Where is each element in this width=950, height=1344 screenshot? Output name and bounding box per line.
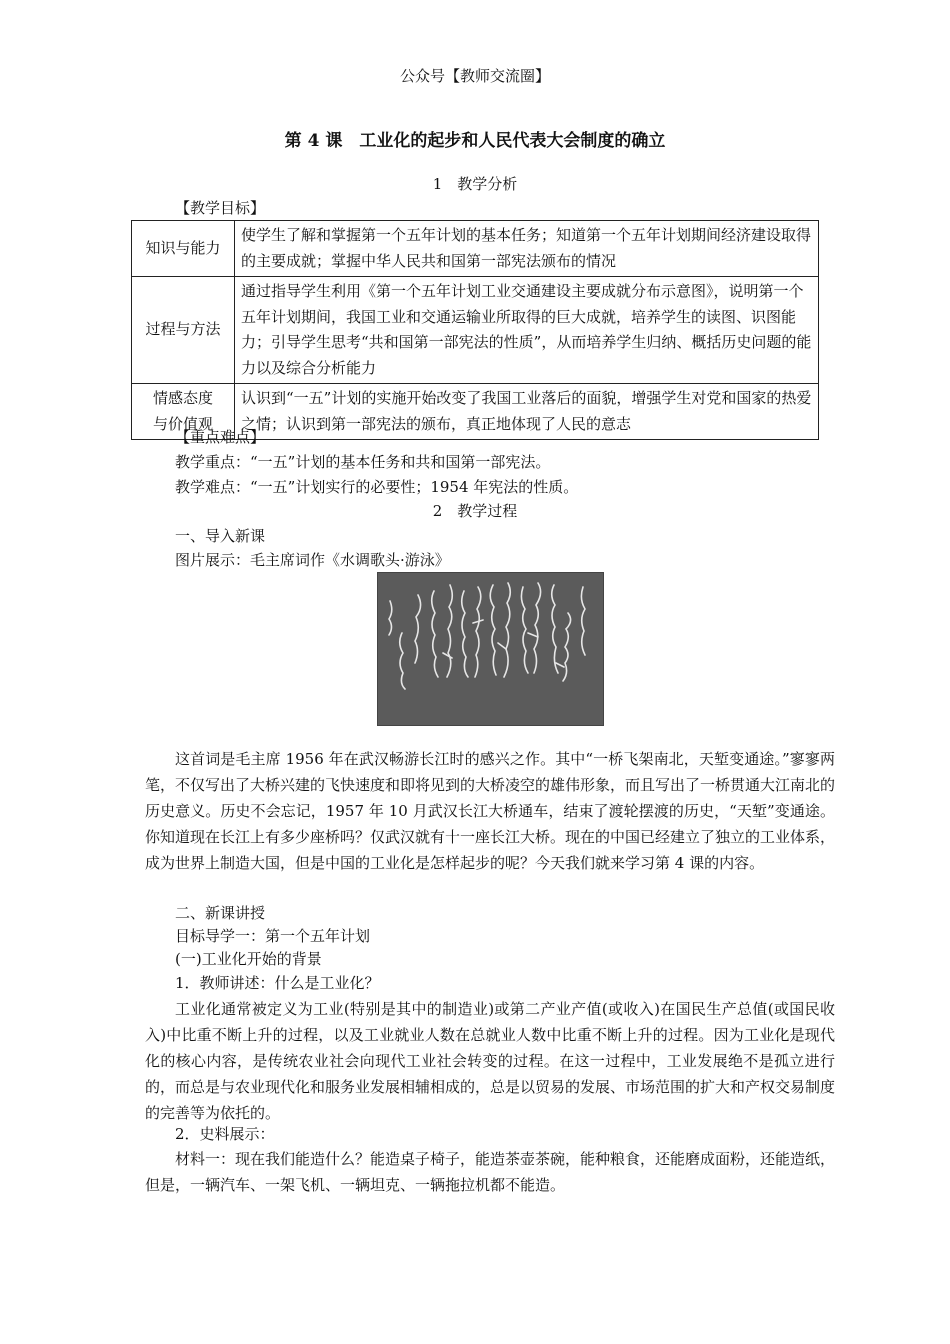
- goal-content: 使学生了解和掌握第一个五年计划的基本任务；知道第一个五年计划期间经济建设取得的主要成就；掌握中华人民共和国第一部宪法颁布的情况: [235, 221, 819, 277]
- intro-text: 这首词是毛主席 1956 年在武汉畅游长江时的感兴之作。其中“一桥飞架南北，天堑变通途。”寥寥两笔，不仅写出了大桥兴建的飞快速度和即将见到的大桥凌空的雄伟形象，而且写出了一桥贯通大江南北的历史意义。历史不会忘记，1957 年 10 月武汉长江大桥通车，结束了渡轮摆渡的历史，“天堑”变通途。你知道现在长江上有多少座桥吗？仅武汉就有十一座长江大桥。现在的中国已经建立了独立的工业体系，成为世界上制造大国，但是中国的工业化是怎样起步的呢？今天我们就来学习第 4 课的内容。: [145, 750, 836, 872]
- section-analysis-heading: 1 教学分析: [432, 175, 518, 193]
- goal-label-line: 情感态度: [152, 389, 213, 407]
- lesson-title: 第 4 课 工业化的起步和人民代表大会制度的确立: [284, 131, 666, 151]
- teacher-narration-item: 1．教师讲述：什么是工业化？: [175, 974, 380, 992]
- page-header: 公众号【教师交流圈】: [399, 67, 550, 85]
- material-one-text: 材料一：现在我们能造什么？能造桌子椅子，能造茶壶茶碗，能种粮食，还能磨成面粉，还能造纸，但是，一辆汽车、一架飞机、一辆坦克、一辆拖拉机都不能造。: [145, 1150, 836, 1194]
- goal-label: 过程与方法: [132, 277, 235, 384]
- table-row: [132, 277, 819, 384]
- teaching-goals-table: [131, 220, 819, 440]
- key-point: 教学重点：“一五”计划的基本任务和共和国第一部宪法。: [175, 453, 551, 471]
- goal-content: 认识到“一五”计划的实施开始改变了我国工业落后的面貌，增强学生对党和国家的热爱之情；认识到第一部宪法的颁布，真正地体现了人民的意志: [235, 384, 819, 440]
- goal-label-line: 与价值观: [152, 414, 213, 433]
- subsection-background: (一)工业化开始的背景: [175, 950, 322, 968]
- section-process-heading: 2 教学过程: [432, 502, 518, 520]
- image-caption: 图片展示：毛主席词作《水调歌头·游泳》: [175, 551, 450, 569]
- intro-paragraph: [145, 746, 835, 876]
- industrialization-text: 工业化通常被定义为工业(特别是其中的制造业)或第二产业产值(或收入)在国民生产总值(或国民收入)中比重不断上升的过程，以及工业就业人数在总就业人数中比重不断上升的过程。因为工业化是现代化的核心内容，是传统农业社会向现代工业社会转变的过程。在这一过程中，工业发展绝不是孤立进行的，而总是与农业现代化和服务业发展相辅相成的，总是以贸易的发展、市场范围的扩大和产权交易制度的完善等为依托的。: [145, 1000, 836, 1122]
- difficult-point: 教学难点：“一五”计划实行的必要性；1954 年宪法的性质。: [175, 478, 579, 496]
- industrialization-paragraph: [145, 996, 835, 1126]
- calligraphy-image: [377, 572, 604, 726]
- goal-guide-1: 目标导学一：第一个五年计划: [175, 927, 371, 945]
- new-lesson-heading: 二、新课讲授: [175, 904, 266, 922]
- intro-heading: 一、导入新课: [175, 527, 266, 545]
- key-points-heading: 【重点难点】: [175, 428, 266, 446]
- historical-materials-item: 2．史料展示：: [175, 1125, 275, 1143]
- goals-heading: 【教学目标】: [175, 199, 266, 217]
- table-row: [132, 221, 819, 277]
- goal-content: 通过指导学生利用《第一个五年计划工业交通建设主要成就分布示意图》，说明第一个五年计划期间，我国工业和交通运输业所取得的巨大成就，培养学生的读图、识图能力；引导学生思考“共和国第一部宪法的性质”，从而培养学生归纳、概括历史问题的能力以及综合分析能力: [235, 277, 819, 384]
- calligraphy-strokes: [378, 573, 603, 725]
- goal-label: 知识与能力: [132, 221, 235, 277]
- material-one-paragraph: [145, 1146, 835, 1198]
